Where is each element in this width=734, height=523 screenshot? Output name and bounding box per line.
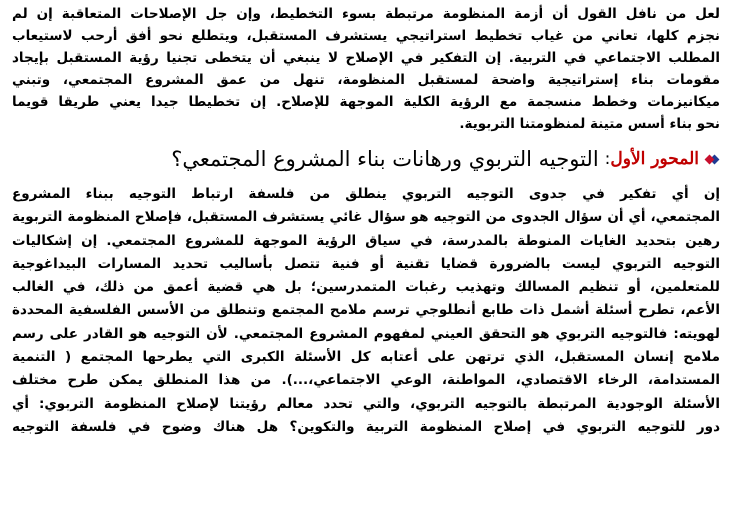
section-heading <box>12 141 720 177</box>
section-title: التوجيه التربوي ورهانات بناء المشروع المجتمعي؟ <box>171 147 599 171</box>
body-paragraph <box>12 183 720 439</box>
text-line: مقومات بناء إستراتيجية واضحة لمستقبل المنظومة، تنهل من عمق المشروع المجتمعي، وتبني <box>12 72 720 88</box>
intro-paragraph <box>12 0 720 135</box>
text-line: الأسئلة الوجودية المرتبطة بالتوجيه التربوي، والتي تحدد معالم رؤيتنا لإصلاح المنظومة التربوي: أي <box>12 395 720 412</box>
text-line: التوجيه التربوي ليست بالضرورة قضايا تقنية أو فنية تتصل بأساليب تحديد المسارات البيداغوجية <box>12 255 720 272</box>
text-line: ملامح إنسان المستقبل، الذي ترتهن على أعتابه كل الأسئلة الكبرى التي يطرحها المجتمع ( التنمية <box>12 349 720 366</box>
text-line: لهويته: فالتوجيه التربوي هو التحقق العيني لمفهوم المشروع المجتمعي. لأن التوجيه هو القادر على رسم <box>12 325 720 342</box>
bullet-icon <box>705 153 718 166</box>
text-line: للمتعلمين، أو تنظيم المسالك وتهذيب رغبات المتمدرسين؛ بل هي قضية أعمق من ذلك، في الغالب <box>12 279 720 296</box>
text-line: الأعم، تطرح أسئلة أشمل ذات طابع أنطلوجي ترسم ملامح المجتمع وتنطلق من الأسس الفلسفية المحددة <box>12 302 720 319</box>
text-line: إن أي تفكير في جدوى التوجيه التربوي ينطلق من فلسفة ارتباط التوجيه ببناء المشروع <box>12 186 720 202</box>
text-line: نجزم كلها، تعاني من غياب تخطيط استراتيجي يستشرف المستقبل، ويتطلع نحو أفق أرحب لاستيعاب <box>12 28 720 44</box>
heading-colon: : <box>604 149 611 169</box>
text-line: نحو بناء أسس متينة لمنظومتنا التربوية. <box>459 116 720 132</box>
text-line: المستدامة، الرخاء الاقتصادي، المواطنة، الوعي الاجتماعي،...). من هذا المنطلق يمكن طرح مختلف <box>12 372 720 389</box>
text-line: رهين بتحديد الغايات المنوطة بالمدرسة، في سياق الرؤية الموجهة للمشروع المجتمعي. إن إشكاليات <box>12 232 720 249</box>
section-label: المحور الأول <box>610 149 699 169</box>
text-line: المجتمعي، أي أن سؤال الجدوى من التوجيه هو سؤال غائي يستشرف المستقبل، فإصلاح المنظومة التربوية <box>12 209 720 226</box>
text-line: لعل من نافل القول أن أزمة المنظومة مرتبطة بسوء التخطيط، وإن جل الإصلاحات المتعاقبة إن لم <box>12 6 720 22</box>
text-line: المطلب الاجتماعي في التربية. إن التفكير في الإصلاح لا ينبغي أن يتخطى تجنيا رؤية المستقبل بإيجاد <box>12 50 720 66</box>
text-line: دور للتوجيه التربوي في إصلاح المنظومة التربية والتكوين؟ هل هناك وضوح في فلسفة التوجيه <box>12 418 720 435</box>
text-line: ميكانيزمات وخطط منسجمة مع الرؤية الكلية الموجهة للإصلاح. إن تخطيطا جيدا يعني طريقا قويما <box>12 94 720 110</box>
